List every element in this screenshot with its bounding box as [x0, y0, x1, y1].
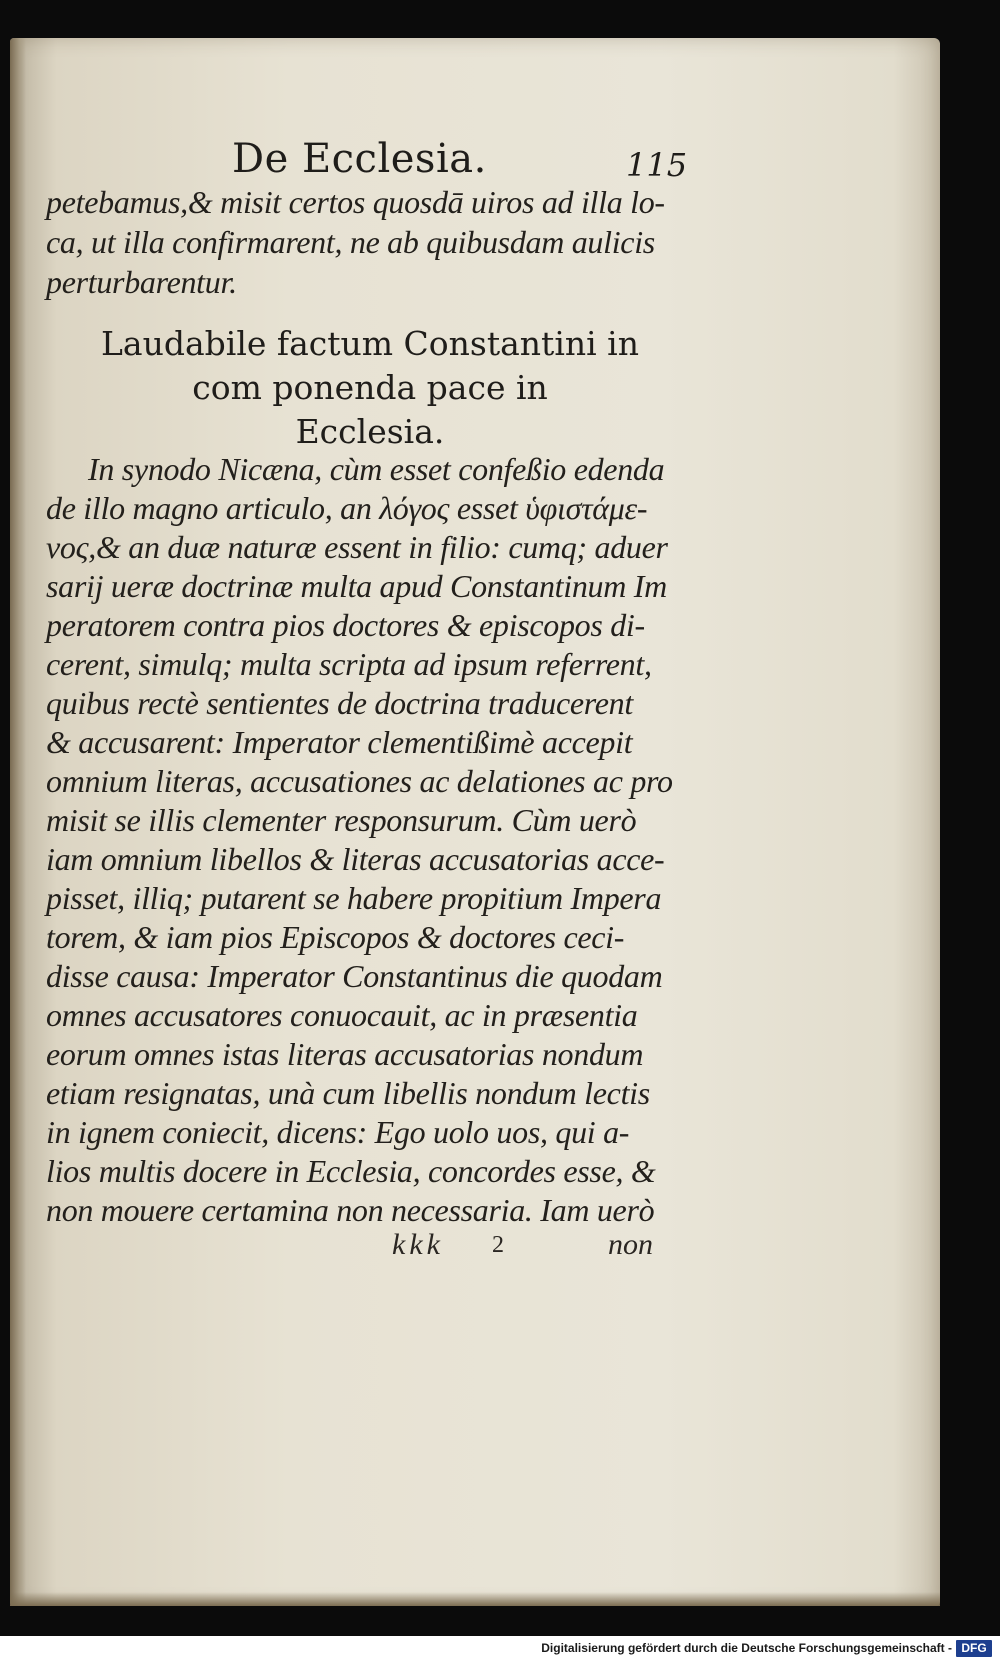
- signature-mark: kkk: [392, 1228, 444, 1261]
- text-line: disse causa: Imperator Constantinus die quodam: [46, 958, 663, 994]
- heading-line: Ecclesia.: [295, 412, 445, 451]
- body-paragraph: [46, 450, 673, 1230]
- text-line: non mouere certamina non necessaria. Iam uerò: [46, 1192, 655, 1228]
- text-line: torem, & iam pios Episcopos & doctores ceci-: [46, 919, 625, 955]
- text-line: In synodo Nicæna, cùm esset confeßio edenda: [88, 451, 665, 487]
- text-line: peratorem contra pios doctores & episcopos di-: [46, 607, 645, 643]
- text-line: perturbarentur.: [46, 264, 237, 300]
- text-line: misit se illis clementer responsurum. Cùm uerò: [46, 802, 637, 838]
- text-line: & accusarent: Imperator clementißimè accepit: [46, 724, 633, 760]
- heading-line: com ponenda pace in: [192, 368, 548, 407]
- text-line: etiam resignatas, unà cum libellis nondum lectis: [46, 1075, 650, 1111]
- signature-number: 2: [492, 1232, 504, 1258]
- text-line: νος,& an duæ naturæ essent in filio: cumq; aduer: [46, 529, 668, 565]
- section-heading: [60, 322, 680, 454]
- text-line: iam omnium libellos & literas accusatorias acce-: [46, 841, 665, 877]
- page-gutter-shadow: [10, 38, 26, 1606]
- text-line: sarij ueræ doctrinæ multa apud Constantinum Im: [46, 568, 667, 604]
- text-line: petebamus,& misit certos quosdā uiros ad illa lo-: [46, 184, 665, 220]
- text-line: de illo magno articulo, an λόγος esset ὑφιστάμε-: [46, 490, 648, 526]
- credit-bar: [0, 1636, 1000, 1662]
- intro-paragraph: [46, 182, 666, 302]
- credit-text: Digitalisierung gefördert durch die Deutsche Forschungsgemeinschaft -: [541, 1641, 952, 1655]
- text-line: quibus rectè sentientes de doctrina traducerent: [46, 685, 633, 721]
- text-line: cerent, simulq; multa scripta ad ipsum referrent,: [46, 646, 652, 682]
- heading-line: Laudabile factum Constantini in: [101, 324, 639, 363]
- running-head: De Ecclesia.: [232, 136, 487, 182]
- text-line: omnium literas, accusationes ac delationes ac pro: [46, 763, 673, 799]
- text-line: eorum omnes istas literas accusatorias nondum: [46, 1036, 644, 1072]
- page-bottom-shadow: [10, 1592, 940, 1606]
- catchword: non: [608, 1228, 653, 1261]
- text-line: lios multis docere in Ecclesia, concordes esse, &: [46, 1153, 656, 1189]
- page-number: 115: [626, 146, 688, 184]
- page-footer: [0, 1228, 1000, 1268]
- text-line: pisset, illiq; putarent se habere propitium Impera: [46, 880, 662, 916]
- dfg-logo-icon: DFG: [956, 1640, 992, 1657]
- text-line: in ignem coniecit, dicens: Ego uolo uos, qui a-: [46, 1114, 630, 1150]
- text-line: ca, ut illa confirmarent, ne ab quibusdam aulicis: [46, 224, 655, 260]
- text-line: omnes accusatores conuocauit, ac in præsentia: [46, 997, 638, 1033]
